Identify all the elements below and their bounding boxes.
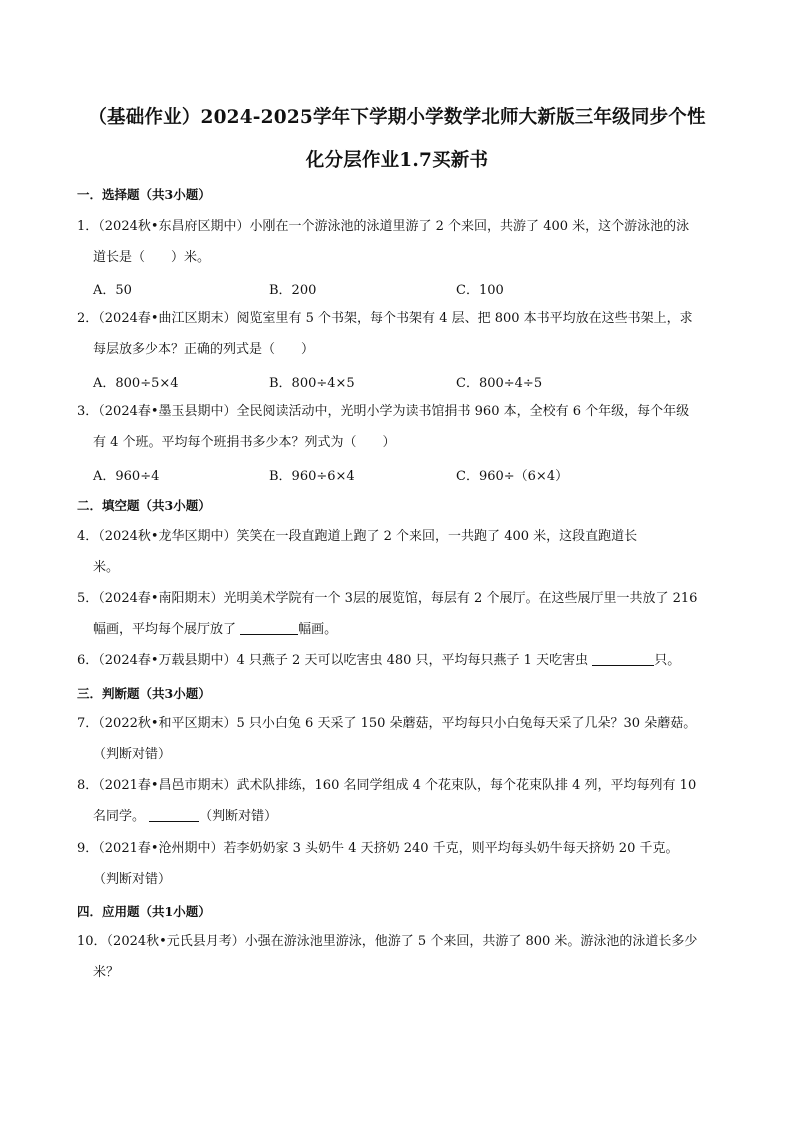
question-3-line1: 3．（2024春•墨玉县期中）全民阅读活动中，光明小学为读书馆捐书 960 本，全校有 6 个年级，每个年级 [77, 404, 690, 419]
question-5-line2-suffix: 幅画。 [298, 622, 338, 637]
question-2-options [93, 372, 713, 392]
question-10-line2: 米？ [93, 965, 120, 980]
question-1-line2: 道长是（ ）米。 [93, 250, 211, 265]
question-2-option-c: C．800÷4÷5 [456, 376, 543, 391]
question-2-option-b: B．800÷4×5 [269, 376, 355, 391]
question-3 [77, 396, 725, 458]
question-10 [77, 926, 725, 988]
question-8 [77, 770, 725, 832]
section-heading-true-false: 三．判断题（共3小题） [77, 686, 211, 701]
question-3-line2: 有 4 个班。平均每个班捐书多少本？列式为（ ） [93, 435, 396, 450]
question-2-option-a: A．800÷5×4 [93, 376, 179, 391]
question-1-line1: 1．（2024秋•东昌府区期中）小刚在一个游泳池的泳道里游了 2 个来回，共游了 400 米，这个游泳池的泳 [77, 219, 690, 234]
question-3-option-c: C．960÷（6×4） [456, 469, 569, 484]
question-2-line2: 每层放多少本？正确的列式是（ ） [93, 342, 315, 357]
section-heading-choice: 一．选择题（共3小题） [77, 187, 211, 202]
question-8-answer-blank[interactable] [149, 807, 199, 822]
question-10-line1: 10．（2024秋•元氏县月考）小强在游泳池里游泳，他游了 5 个来回，共游了 800 米。游泳池的泳道长多少 [77, 934, 698, 949]
question-5 [77, 583, 725, 645]
question-1 [77, 211, 725, 273]
question-5-line1: 5．（2024春•南阳期末）光明美术学院有一个 3层的展览馆，每层有 2 个展厅。在这些展厅里一共放了 216 [77, 591, 698, 606]
question-9 [77, 833, 725, 895]
question-4-line1: 4．（2024秋•龙华区期中）笑笑在一段直跑道上跑了 2 个来回，一共跑了 400 米，这段直跑道长 [77, 529, 638, 544]
question-6-line1-suffix: 只。 [654, 653, 681, 668]
section-heading-application: 四．应用题（共1小题） [77, 904, 211, 919]
question-3-option-a: A．960÷4 [93, 469, 160, 484]
question-8-line1: 8．（2021春•昌邑市期末）武术队排练，160 名同学组成 4 个花束队，每个花束队排 4 列，平均每列有 10 [77, 778, 697, 793]
question-3-options [93, 465, 713, 485]
question-6 [77, 645, 725, 676]
question-7-line2: （判断对错） [93, 747, 172, 762]
question-5-line2-prefix: 幅画，平均每个展厅放了 [93, 622, 241, 637]
question-6-answer-blank[interactable] [592, 651, 654, 666]
question-2 [77, 303, 725, 365]
question-8-line2-suffix: （判断对错） [199, 809, 278, 824]
question-8-line2-prefix: 名同学。 [93, 809, 150, 824]
question-9-line1: 9．（2021春•沧州期中）若李奶奶家 3 头奶牛 4 天挤奶 240 千克，则平均每头奶牛每天挤奶 20 千克。 [77, 841, 679, 856]
question-4 [77, 521, 725, 583]
question-5-answer-blank[interactable] [240, 620, 298, 635]
question-1-option-b: B．200 [269, 283, 317, 298]
question-1-option-c: C．100 [456, 283, 504, 298]
section-heading-fill-in: 二．填空题（共3小题） [77, 498, 211, 513]
document-title-line1: （基础作业）2024-2025学年下学期小学数学北师大新版三年级同步个性 [88, 107, 706, 128]
question-2-line1: 2．（2024春•曲江区期末）阅览室里有 5 个书架，每个书架有 4 层、把 800 本书平均放在这些书架上，求 [77, 311, 693, 326]
question-7-line1: 7．（2022秋•和平区期末）5 只小白兔 6 天采了 150 朵蘑菇，平均每只小白兔每天采了几朵？30 朵蘑菇。 [77, 716, 697, 731]
question-1-options [93, 279, 713, 299]
question-1-option-a: A．50 [93, 283, 132, 298]
question-4-line2: 米。 [93, 560, 120, 575]
question-6-line1-prefix: 6．（2024春•万载县期中）4 只燕子 2 天可以吃害虫 480 只，平均每只燕子 1 天吃害虫 [77, 653, 593, 668]
question-7 [77, 708, 725, 770]
document-title-line2: 化分层作业1.7买新书 [305, 150, 489, 171]
question-3-option-b: B．960÷6×4 [269, 469, 355, 484]
question-9-line2: （判断对错） [93, 872, 172, 887]
